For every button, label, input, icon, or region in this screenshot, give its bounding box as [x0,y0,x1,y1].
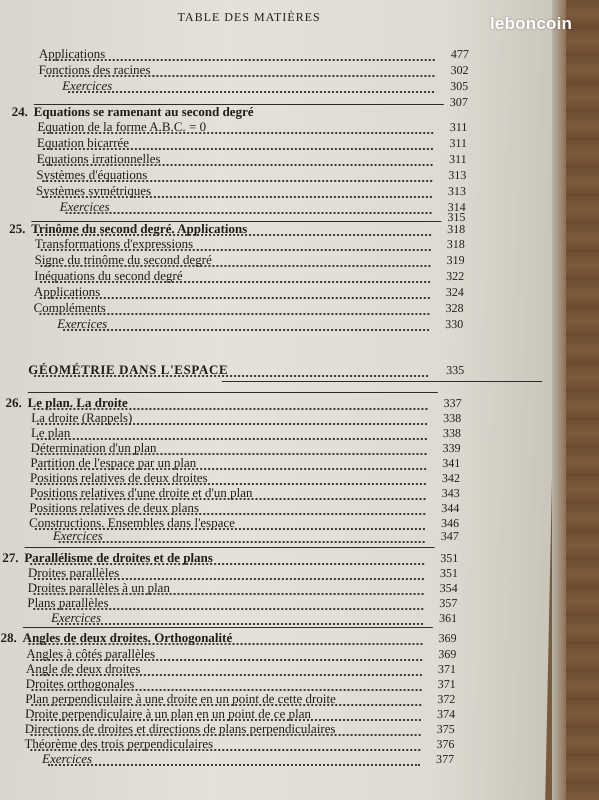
chapter-number: 26. [5,395,22,410]
leader-dots [33,598,423,610]
leader-dots [32,664,422,676]
leader-dots [35,503,425,515]
leader-dots [32,649,422,661]
toc-entry [0,252,555,268]
entry-label: La droite (Rappels) [31,410,133,425]
page-number: 341 [442,456,461,470]
entry-label: Applications [33,284,101,299]
leader-dots [39,303,429,315]
entry-label: Exercices [41,751,93,766]
entry-label: Systèmes d'équations [36,167,148,182]
entry-label: Inéquations du second degré [34,268,183,283]
entry-label: Systèmes symétriques [35,183,152,198]
page-number: 377 [435,752,455,766]
toc-entry [0,183,556,199]
entry-label: Directions de droites et directions de plans perpendiculaires [24,721,336,736]
entry-label: Positions relatives d'une droite et d'un plan [29,485,253,500]
page-number: 315 [447,210,466,224]
page-number: 319 [446,253,465,267]
leader-dots [34,583,424,595]
entry-label: Plans parallèles [27,595,109,610]
toc-entry [0,500,550,516]
entry-label: Droite perpendiculaire à un plan en un point de ce plan [24,706,312,721]
leader-dots [45,49,435,61]
page-number: 372 [437,692,456,706]
leader-dots [32,679,422,691]
rule-section [222,381,542,382]
leader-dots [44,65,434,77]
toc-entry [0,167,557,183]
leader-dots [57,613,423,625]
toc-entry [0,284,554,300]
entry-label: Transformations d'expressions [34,236,194,251]
leboncoin-logo: leboncoin [490,14,573,33]
page-number: 342 [441,471,461,485]
entry-label: Exercices [50,610,102,625]
entry-label: Droites parallèles à un plan [27,580,171,595]
chapter-title: Trinôme du second degré. Applications [31,221,248,236]
leader-dots [40,271,430,283]
page-number: 374 [436,707,456,721]
page-number: 328 [445,301,464,315]
page-number: 351 [439,566,459,580]
page-number: 311 [448,152,467,166]
entry-label: Positions relatives de deux plans [29,500,200,515]
page-number: 376 [436,737,455,751]
section-title: GÉOMÉTRIE DANS L'ESPACE [28,362,229,377]
entry-label: Fonctions des racines [38,62,151,77]
page-number: 344 [441,501,460,515]
toc-entry [0,62,559,78]
page-number: 322 [446,269,465,283]
page-number: 375 [436,722,455,736]
chapter-number: 25. [9,221,26,236]
leader-dots [37,224,431,236]
toc-entry [0,565,548,581]
toc-entry [0,751,544,767]
page-number: 369 [438,631,457,645]
chapter-number: 27. [2,550,19,565]
leader-dots [36,458,426,470]
leader-dots [37,428,427,440]
page-number: 337 [443,396,462,410]
page-number: 369 [438,647,457,661]
toc-entry [0,268,554,284]
chapter-title: Le plan. La droite [27,395,128,410]
entry-label: Signe du trinôme du second degré [34,252,212,267]
entry-label: Le plan [30,425,71,440]
page-number: 338 [442,426,462,440]
page-number: 318 [446,237,466,251]
leader-dots [34,568,424,580]
entry-label: Equation de la forme A.B.C. = 0 [37,119,207,134]
chapter-number: 24. [11,104,29,119]
page-number: 335 [446,363,465,377]
entry-label: Compléments [33,300,106,315]
toc-entry [0,580,548,596]
toc-entry [0,440,551,456]
entry-label: Angles à côtés parallèles [26,646,156,661]
leader-dots [36,488,426,500]
page-number: 477 [450,47,470,61]
leader-dots [43,138,433,150]
leader-dots [59,531,425,543]
leader-dots [40,287,430,299]
toc-entry [0,676,546,692]
leader-dots [42,186,432,198]
toc-entry [0,300,554,316]
page-number: 305 [450,79,469,93]
leader-dots [31,694,421,706]
rule-28 [23,627,433,628]
toc-entry [0,706,545,722]
page-number: 307 [449,95,469,109]
toc-entry [0,236,555,252]
rule-27 [25,547,435,548]
toc-entry [0,721,545,737]
toc-entry [0,485,550,501]
entry-label: Applications [38,46,106,61]
rule-26 [28,392,438,393]
page-number: 313 [448,168,467,182]
toc-entry [0,661,546,677]
page-header: TABLE DES MATIÈRES [177,10,321,24]
toc-entry [0,550,548,566]
page-number: 371 [437,677,456,691]
toc-entry [0,362,552,378]
leader-dots [36,443,426,455]
leader-dots [30,739,420,751]
chapter-title: Angles de deux droites. Orthogonalité [22,630,233,645]
entry-label: Equations irrationnelles [36,151,161,166]
page-number: 371 [437,662,457,676]
page-number: 314 [447,200,466,214]
toc-entry [0,46,559,62]
page-number: 354 [439,581,458,595]
toc-entry [0,470,550,486]
toc-entry [0,455,550,471]
leader-dots [28,633,422,645]
page-number: 324 [445,285,465,299]
entry-label: Exercices [57,316,108,331]
page-number: 302 [450,63,469,77]
page-number: 347 [440,529,459,543]
entry-label: Plan perpendiculaire à une droite en un point de cette droite [25,691,336,706]
page-edge [552,0,566,800]
leader-dots [43,154,433,166]
toc-entry [0,316,553,332]
toc-entry [0,528,549,544]
toc-entry [0,151,557,167]
toc-entry [0,395,552,411]
entry-label: Angle de deux droites [25,661,141,676]
page-number: 361 [438,611,458,625]
page-number: 330 [445,317,464,331]
entry-label: Détermination d'un plan [30,440,157,455]
toc-entry [0,78,558,94]
wood-background [566,0,599,800]
toc-entry [0,410,551,426]
leader-dots [42,170,432,182]
leader-dots [30,553,424,565]
chapter-number: 28. [0,630,18,645]
leader-dots [33,398,427,410]
entry-label: Théorème des trois perpendiculaires [24,736,214,751]
entry-label: Partition de l'espace par un plan [30,455,197,470]
leader-dots [68,81,434,93]
entry-label: Droites parallèles [27,565,120,580]
leader-dots [37,413,427,425]
page-number: 351 [440,551,459,565]
toc-entry [0,221,555,237]
toc-entry [0,630,547,646]
leader-dots [31,724,421,736]
chapter-title: Equations se ramenant au second degré [33,104,254,119]
page-number: 343 [441,486,460,500]
page-number: 338 [443,411,462,425]
toc-entry [0,736,545,752]
chapter-title: Parallélisme de droites et de plans [24,550,214,565]
entry-label: Droites orthogonales [25,676,135,691]
toc-entry [0,119,558,135]
leader-dots [41,239,431,251]
page-number: 311 [449,136,468,150]
toc-entry [0,104,558,120]
leader-dots [48,754,420,766]
leader-dots [36,473,426,485]
page-number: 313 [447,184,467,198]
leader-dots [63,319,429,331]
entry-label: Exercices [52,528,103,543]
page-number: 318 [447,222,466,236]
toc-entry [0,135,557,151]
page-number: 357 [439,596,458,610]
page-number: 311 [449,120,468,134]
toc-entry [0,425,551,441]
leader-dots [34,365,428,377]
leader-dots [40,255,430,267]
entry-label: Positions relatives de deux droites [29,470,208,485]
page-number: 339 [442,441,461,455]
entry-label: Exercices [59,199,110,214]
toc-entry [0,610,547,626]
leader-dots [31,709,421,721]
entry-label: Equation bicarrée [36,135,130,150]
leader-dots [43,122,433,134]
entry-label: Exercices [62,78,113,93]
page-number: 346 [440,516,460,530]
entry-label: Constructions. Ensembles dans l'espace [28,515,236,530]
toc-entry [0,691,546,707]
toc-entry [0,595,548,611]
toc-entry [0,646,546,662]
